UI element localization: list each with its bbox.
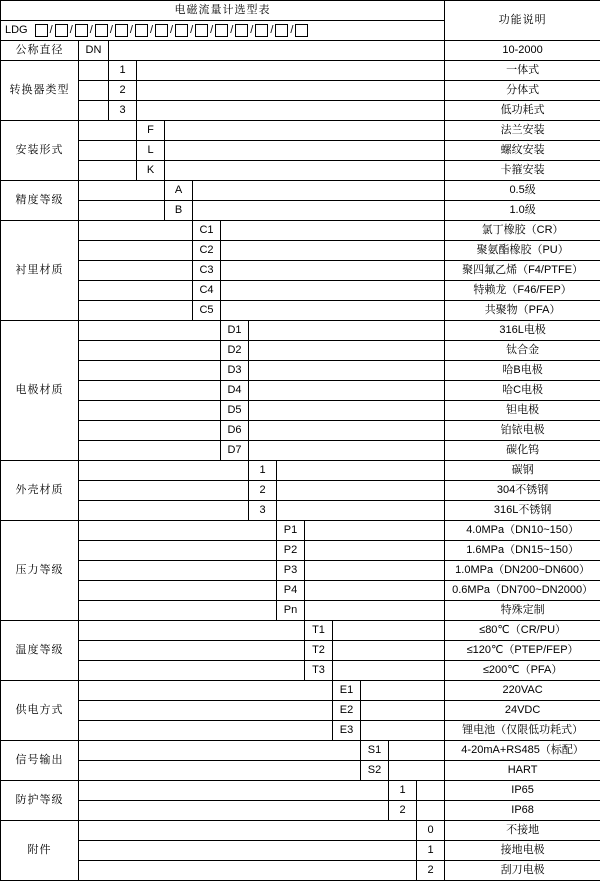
table-row bbox=[1, 121, 600, 141]
row-spacer-left bbox=[79, 481, 249, 501]
param-code: T2 bbox=[305, 641, 333, 661]
row-spacer-right bbox=[193, 181, 445, 201]
row-spacer-left bbox=[79, 181, 165, 201]
row-spacer-left bbox=[79, 761, 361, 781]
table-row bbox=[1, 61, 600, 81]
param-description: 锂电池（仅限低功耗式） bbox=[445, 721, 600, 741]
code-box bbox=[75, 24, 88, 37]
table-row bbox=[1, 341, 600, 361]
param-description: 法兰安装 bbox=[445, 121, 600, 141]
param-label: 转换器类型 bbox=[1, 61, 79, 121]
table-row bbox=[1, 441, 600, 461]
param-description: ≤120℃（PTEP/FEP） bbox=[445, 641, 600, 661]
table-row bbox=[1, 481, 600, 501]
param-code: 3 bbox=[249, 501, 277, 521]
param-description: 1.0MPa（DN200~DN600） bbox=[445, 561, 600, 581]
param-code: 2 bbox=[389, 801, 417, 821]
param-label: 供电方式 bbox=[1, 681, 79, 741]
table-row bbox=[1, 421, 600, 441]
table-row bbox=[1, 221, 600, 241]
code-slash: / bbox=[110, 25, 113, 36]
param-code: P4 bbox=[277, 581, 305, 601]
code-slash: / bbox=[170, 25, 173, 36]
row-spacer-right bbox=[277, 461, 445, 481]
param-code: E1 bbox=[333, 681, 361, 701]
param-description: 0.6MPa（DN700~DN2000） bbox=[445, 581, 600, 601]
param-description: 碳钢 bbox=[445, 461, 600, 481]
param-code: 0 bbox=[417, 821, 445, 841]
row-spacer-left bbox=[79, 341, 221, 361]
table-row bbox=[1, 541, 600, 561]
param-code: L bbox=[137, 141, 165, 161]
table-row bbox=[1, 281, 600, 301]
row-spacer-right bbox=[165, 141, 445, 161]
param-description: 316L不锈钢 bbox=[445, 501, 600, 521]
row-spacer-left bbox=[79, 541, 277, 561]
row-spacer-left bbox=[79, 441, 221, 461]
param-description: 304不锈钢 bbox=[445, 481, 600, 501]
table-row bbox=[1, 721, 600, 741]
param-description: 分体式 bbox=[445, 81, 600, 101]
param-code: D4 bbox=[221, 381, 249, 401]
table-row bbox=[1, 101, 600, 121]
code-box bbox=[55, 24, 68, 37]
param-description: IP68 bbox=[445, 801, 600, 821]
row-spacer-left bbox=[79, 801, 389, 821]
row-spacer-left bbox=[79, 381, 221, 401]
param-label: 信号输出 bbox=[1, 741, 79, 781]
param-description: 不接地 bbox=[445, 821, 600, 841]
function-description-header: 功能说明 bbox=[445, 1, 600, 41]
param-code: B bbox=[165, 201, 193, 221]
model-code-cell bbox=[1, 21, 445, 41]
param-description: HART bbox=[445, 761, 600, 781]
row-spacer-right bbox=[221, 241, 445, 261]
row-spacer-right bbox=[305, 581, 445, 601]
row-spacer-right bbox=[249, 361, 445, 381]
param-code: D5 bbox=[221, 401, 249, 421]
row-spacer-right bbox=[305, 561, 445, 581]
row-spacer-right bbox=[333, 661, 445, 681]
row-spacer-right bbox=[277, 501, 445, 521]
row-spacer-left bbox=[79, 841, 417, 861]
table-row bbox=[1, 361, 600, 381]
param-label: 安装形式 bbox=[1, 121, 79, 181]
table-row bbox=[1, 581, 600, 601]
table-row bbox=[1, 161, 600, 181]
row-spacer-right bbox=[389, 761, 445, 781]
row-spacer-left bbox=[79, 501, 249, 521]
title-row bbox=[1, 1, 600, 21]
param-code: 1 bbox=[109, 61, 137, 81]
table-row bbox=[1, 381, 600, 401]
param-description: 一体式 bbox=[445, 61, 600, 81]
code-box bbox=[35, 24, 48, 37]
row-spacer-left bbox=[79, 621, 305, 641]
row-spacer-left bbox=[79, 821, 417, 841]
param-description: 铂铱电极 bbox=[445, 421, 600, 441]
param-description: IP65 bbox=[445, 781, 600, 801]
code-slash: / bbox=[50, 25, 53, 36]
code-slash: / bbox=[210, 25, 213, 36]
param-description: 哈B电极 bbox=[445, 361, 600, 381]
param-label: 温度等级 bbox=[1, 621, 79, 681]
param-code: A bbox=[165, 181, 193, 201]
table-row bbox=[1, 561, 600, 581]
param-description: 接地电极 bbox=[445, 841, 600, 861]
row-spacer-left bbox=[79, 101, 109, 121]
row-spacer-left bbox=[79, 461, 249, 481]
row-spacer-left bbox=[79, 281, 193, 301]
param-description: 316L电极 bbox=[445, 321, 600, 341]
row-spacer-right bbox=[277, 481, 445, 501]
row-spacer-left bbox=[79, 401, 221, 421]
row-spacer-left bbox=[79, 141, 137, 161]
param-description: 钛合金 bbox=[445, 341, 600, 361]
param-code: Pn bbox=[277, 601, 305, 621]
param-description: 刮刀电极 bbox=[445, 861, 600, 881]
model-prefix: LDG bbox=[5, 21, 34, 40]
code-slash: / bbox=[90, 25, 93, 36]
row-spacer-left bbox=[79, 521, 277, 541]
param-description: 低功耗式 bbox=[445, 101, 600, 121]
param-code: S2 bbox=[361, 761, 389, 781]
row-spacer-left bbox=[79, 861, 417, 881]
param-code: D1 bbox=[221, 321, 249, 341]
param-code: P1 bbox=[277, 521, 305, 541]
table-row bbox=[1, 181, 600, 201]
table-row bbox=[1, 201, 600, 221]
row-spacer-right bbox=[249, 321, 445, 341]
row-spacer-right bbox=[417, 781, 445, 801]
param-description: 碳化钨 bbox=[445, 441, 600, 461]
param-description: 哈C电极 bbox=[445, 381, 600, 401]
row-spacer-right bbox=[165, 161, 445, 181]
code-slash: / bbox=[270, 25, 273, 36]
table-row bbox=[1, 801, 600, 821]
dn-code: DN bbox=[79, 41, 109, 61]
table-row bbox=[1, 821, 600, 841]
param-code: 3 bbox=[109, 101, 137, 121]
row-spacer-right bbox=[249, 401, 445, 421]
param-label: 压力等级 bbox=[1, 521, 79, 621]
row-spacer-left bbox=[79, 361, 221, 381]
row-spacer-left bbox=[79, 681, 333, 701]
param-description: 聚四氟乙烯（F4/PTFE） bbox=[445, 261, 600, 281]
param-description: 氯丁橡胶（CR） bbox=[445, 221, 600, 241]
table-row bbox=[1, 141, 600, 161]
code-box bbox=[255, 24, 268, 37]
row-spacer-left bbox=[79, 781, 389, 801]
table-row bbox=[1, 521, 600, 541]
row-spacer-left bbox=[79, 641, 305, 661]
param-label: 电极材质 bbox=[1, 321, 79, 461]
row-spacer-right bbox=[193, 201, 445, 221]
row-spacer-left bbox=[79, 161, 137, 181]
code-box bbox=[275, 24, 288, 37]
row-spacer-left bbox=[79, 121, 137, 141]
row-spacer-right bbox=[305, 541, 445, 561]
code-slash: / bbox=[190, 25, 193, 36]
row-spacer-right bbox=[137, 101, 445, 121]
param-code: T1 bbox=[305, 621, 333, 641]
row-spacer-left bbox=[79, 581, 277, 601]
code-box bbox=[215, 24, 228, 37]
param-description: 聚氨酯橡胶（PU） bbox=[445, 241, 600, 261]
table-row bbox=[1, 641, 600, 661]
dn-row bbox=[1, 41, 600, 61]
param-code: S1 bbox=[361, 741, 389, 761]
row-spacer-right bbox=[249, 441, 445, 461]
row-spacer-right bbox=[361, 701, 445, 721]
dn-label: 公称直径 bbox=[1, 41, 79, 61]
row-spacer-right bbox=[333, 621, 445, 641]
row-spacer-left bbox=[79, 221, 193, 241]
row-spacer-left bbox=[79, 301, 193, 321]
row-spacer-right bbox=[249, 381, 445, 401]
code-slash: / bbox=[230, 25, 233, 36]
param-code: D3 bbox=[221, 361, 249, 381]
table-row bbox=[1, 401, 600, 421]
param-description: 0.5级 bbox=[445, 181, 600, 201]
param-code: D6 bbox=[221, 421, 249, 441]
param-code: 1 bbox=[249, 461, 277, 481]
table-row bbox=[1, 761, 600, 781]
param-code: 2 bbox=[417, 861, 445, 881]
param-description: 4-20mA+RS485（标配） bbox=[445, 741, 600, 761]
code-box bbox=[115, 24, 128, 37]
param-description: ≤80℃（CR/PU） bbox=[445, 621, 600, 641]
code-box bbox=[135, 24, 148, 37]
param-description: 4.0MPa（DN10~150） bbox=[445, 521, 600, 541]
dn-spacer bbox=[109, 41, 445, 61]
row-spacer-left bbox=[79, 61, 109, 81]
code-slash: / bbox=[130, 25, 133, 36]
table-row bbox=[1, 661, 600, 681]
param-code: F bbox=[137, 121, 165, 141]
row-spacer-right bbox=[361, 681, 445, 701]
param-description: 特殊定制 bbox=[445, 601, 600, 621]
param-description: 1.0级 bbox=[445, 201, 600, 221]
row-spacer-right bbox=[137, 81, 445, 101]
code-slash: / bbox=[250, 25, 253, 36]
row-spacer-right bbox=[221, 261, 445, 281]
param-code: C2 bbox=[193, 241, 221, 261]
param-code: E3 bbox=[333, 721, 361, 741]
param-description: 共聚物（PFA） bbox=[445, 301, 600, 321]
code-box bbox=[195, 24, 208, 37]
code-box bbox=[235, 24, 248, 37]
param-description: 卡箍安装 bbox=[445, 161, 600, 181]
param-description: 特赖龙（F46/FEP） bbox=[445, 281, 600, 301]
param-code: P3 bbox=[277, 561, 305, 581]
row-spacer-right bbox=[165, 121, 445, 141]
sheet-title: 电磁流量计选型表 bbox=[1, 1, 445, 21]
row-spacer-right bbox=[221, 281, 445, 301]
param-code: C4 bbox=[193, 281, 221, 301]
param-description: 螺纹安装 bbox=[445, 141, 600, 161]
param-description: 钽电极 bbox=[445, 401, 600, 421]
param-code: 1 bbox=[389, 781, 417, 801]
table-row bbox=[1, 601, 600, 621]
code-box bbox=[175, 24, 188, 37]
param-code: E2 bbox=[333, 701, 361, 721]
row-spacer-right bbox=[389, 741, 445, 761]
param-code: D7 bbox=[221, 441, 249, 461]
row-spacer-right bbox=[417, 801, 445, 821]
param-code: P2 bbox=[277, 541, 305, 561]
code-box bbox=[155, 24, 168, 37]
row-spacer-left bbox=[79, 601, 277, 621]
param-code: 2 bbox=[249, 481, 277, 501]
row-spacer-right bbox=[221, 301, 445, 321]
row-spacer-left bbox=[79, 741, 361, 761]
table-row bbox=[1, 301, 600, 321]
table-row bbox=[1, 461, 600, 481]
table-row bbox=[1, 81, 600, 101]
param-label: 附件 bbox=[1, 821, 79, 881]
row-spacer-right bbox=[333, 641, 445, 661]
param-label: 外壳材质 bbox=[1, 461, 79, 521]
row-spacer-right bbox=[249, 341, 445, 361]
row-spacer-right bbox=[137, 61, 445, 81]
param-code: C5 bbox=[193, 301, 221, 321]
row-spacer-left bbox=[79, 201, 165, 221]
row-spacer-left bbox=[79, 81, 109, 101]
param-code: C3 bbox=[193, 261, 221, 281]
table-row bbox=[1, 241, 600, 261]
table-row bbox=[1, 261, 600, 281]
param-code: T3 bbox=[305, 661, 333, 681]
table-row bbox=[1, 861, 600, 881]
code-box bbox=[295, 24, 308, 37]
row-spacer-right bbox=[361, 721, 445, 741]
param-label: 衬里材质 bbox=[1, 221, 79, 321]
param-description: 24VDC bbox=[445, 701, 600, 721]
table-row bbox=[1, 841, 600, 861]
param-code: 1 bbox=[417, 841, 445, 861]
code-slash: / bbox=[70, 25, 73, 36]
row-spacer-left bbox=[79, 241, 193, 261]
row-spacer-left bbox=[79, 561, 277, 581]
param-description: 1.6MPa（DN15~150） bbox=[445, 541, 600, 561]
param-label: 防护等级 bbox=[1, 781, 79, 821]
row-spacer-right bbox=[249, 421, 445, 441]
table-row bbox=[1, 741, 600, 761]
param-code: D2 bbox=[221, 341, 249, 361]
row-spacer-left bbox=[79, 701, 333, 721]
table-row bbox=[1, 681, 600, 701]
row-spacer-left bbox=[79, 321, 221, 341]
row-spacer-left bbox=[79, 721, 333, 741]
param-description: 220VAC bbox=[445, 681, 600, 701]
row-spacer-right bbox=[221, 221, 445, 241]
table-row bbox=[1, 321, 600, 341]
table-row bbox=[1, 701, 600, 721]
dn-description: 10-2000 bbox=[445, 41, 600, 61]
row-spacer-right bbox=[305, 601, 445, 621]
code-slash: / bbox=[290, 25, 293, 36]
row-spacer-right bbox=[305, 521, 445, 541]
row-spacer-left bbox=[79, 261, 193, 281]
table-row bbox=[1, 501, 600, 521]
table-row bbox=[1, 781, 600, 801]
row-spacer-left bbox=[79, 661, 305, 681]
param-code: C1 bbox=[193, 221, 221, 241]
param-code: 2 bbox=[109, 81, 137, 101]
param-description: ≤200℃（PFA） bbox=[445, 661, 600, 681]
param-label: 精度等级 bbox=[1, 181, 79, 221]
table-row bbox=[1, 621, 600, 641]
param-code: K bbox=[137, 161, 165, 181]
code-box bbox=[95, 24, 108, 37]
code-slash: / bbox=[150, 25, 153, 36]
row-spacer-left bbox=[79, 421, 221, 441]
